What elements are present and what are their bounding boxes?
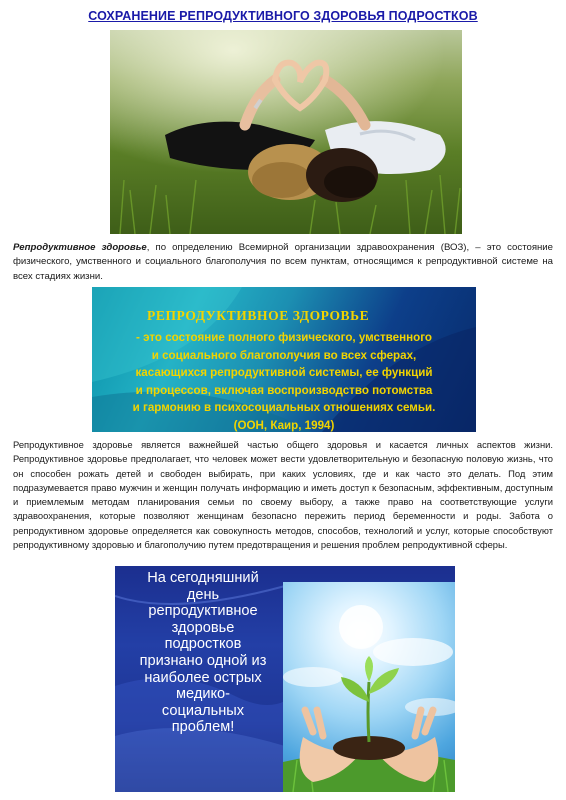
page-title: СОХРАНЕНИЕ РЕПРОДУКТИВНОГО ЗДОРОВЬЯ ПОДРОСТКОВ bbox=[88, 9, 478, 23]
poster-line: медико- bbox=[175, 686, 231, 703]
banner-line: и социального благополучия во всех сферах, bbox=[151, 348, 417, 362]
couple-on-grass-photo bbox=[110, 30, 462, 234]
banner-line: - это состояние полного физического, умственного bbox=[136, 331, 432, 344]
banner-definition bbox=[96, 329, 472, 432]
couple-on-grass-illustration bbox=[110, 30, 462, 234]
body-paragraph: Репродуктивное здоровье является важнейшей частью общего здоровья и касается личных аспектов жизни. Репродуктивное здоровье предполагает, что человек может вести удовлетворительную и безопасную половую жизнь, что он способен рожать детей и свободен выбирать, при каких условиях, где и как часто это делать. Под этим подразумевается право мужчин и женщин получать информацию и иметь доступ к безопасным, эффективным, доступным и приемлемым методам планирования семьи по своему выбору, а также право на соответствующие услуги здравоохранения, которые позволяют женщинам безопасно пережить период беременности и роды. Забота о репродуктивном здоровье определяется как совокупность методов, способов, технологий и услуг, которые способствуют репродуктивному здоровью и благополучию путем предотвращения и решения проблем репродуктивной сферы. bbox=[13, 439, 553, 551]
banner-title: РЕПРОДУКТИВНОЕ ЗДОРОВЬЕ bbox=[147, 308, 370, 323]
intro-term: Репродуктивное здоровье bbox=[13, 242, 147, 253]
poster-line: наиболее острых bbox=[144, 669, 262, 686]
banner-source: (ООН, Каир, 1994) bbox=[233, 418, 335, 432]
poster-line: здоровье bbox=[171, 619, 235, 636]
poster-line: подростков bbox=[164, 636, 242, 653]
teen-health-poster bbox=[115, 566, 455, 792]
poster-line: социальных bbox=[161, 702, 245, 719]
hands-with-sprout-photo bbox=[283, 582, 455, 792]
intro-paragraph bbox=[13, 241, 553, 284]
poster-line: На сегодняшний bbox=[147, 570, 259, 586]
poster-line: день bbox=[186, 586, 220, 603]
banner-line: и гармонию в психосоциальных отношениях семьи. bbox=[132, 401, 436, 415]
poster-line: репродуктивное bbox=[148, 603, 258, 620]
hands-with-sprout-illustration bbox=[283, 582, 455, 792]
banner-line: касающихся репродуктивной системы, ее функций bbox=[135, 366, 433, 380]
poster-line: проблем! bbox=[171, 719, 235, 736]
poster-message bbox=[133, 570, 273, 736]
intro-text: , по определению Всемирной организации здравоохранения (ВОЗ), – это состояние физического, умственного и социального благополучия по всем пунктам, относящимся к репродуктивной системе на всех стадиях жизни. bbox=[13, 242, 554, 282]
poster-line: признано одной из bbox=[139, 652, 267, 669]
banner-line: и процессов, включая воспроизводство потомства bbox=[135, 383, 433, 397]
definition-banner bbox=[92, 287, 476, 432]
